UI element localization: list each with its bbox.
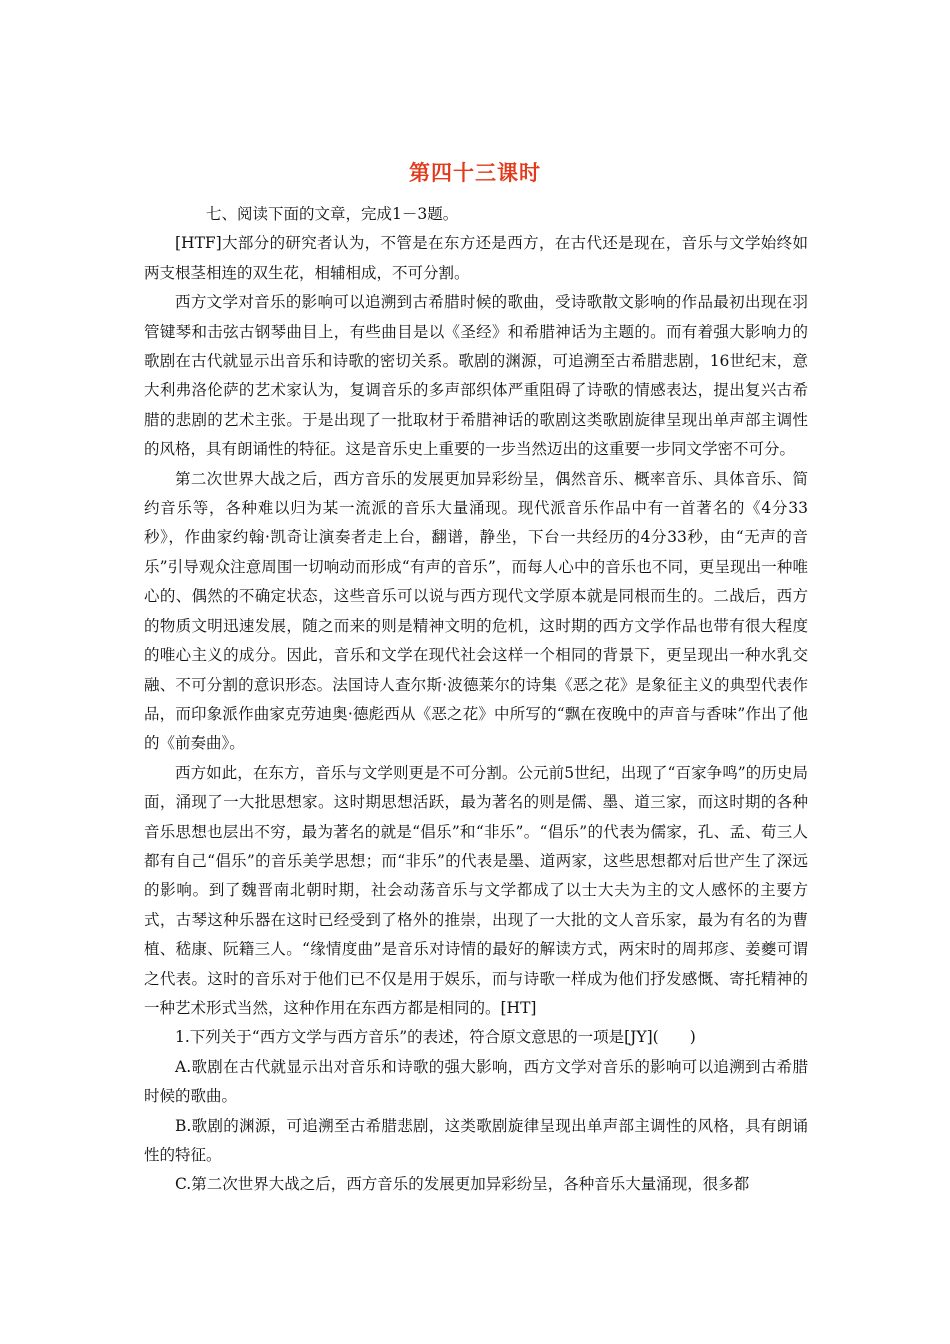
option-b: B.歌剧的渊源，可追溯至古希腊悲剧，这类歌剧旋律呈现出单声部主调性的风格，具有朗诵性的特征。	[144, 1116, 808, 1164]
paragraph-2: 西方文学对音乐的影响可以追溯到古希腊时候的歌曲，受诗歌散文影响的作品最初出现在羽管键琴和击弦古钢琴曲目上，有些曲目是以《圣经》和希腊神话为主题的。而有着强大影响力的歌剧在古代就显示出音乐和诗歌的密切关系。歌剧的渊源，可追溯至古希腊悲剧，16世纪末，意大利弗洛伦萨的艺术家认为，复调音乐的多声部织体严重阻碍了诗歌的情感表达，提出复兴古希腊的悲剧的艺术主张。于是出现了一批取材于希腊神话的歌剧这类歌剧旋律呈现出单声部主调性的风格，具有朗诵性的特征。这是音乐史上重要的一步当然迈出的这重要一步同文学密不可分。	[144, 293, 808, 459]
paragraph-3: 第二次世界大战之后，西方音乐的发展更加异彩纷呈，偶然音乐、概率音乐、具体音乐、简约音乐等，各种难以归为某一流派的音乐大量涌现。现代派音乐作品中有一首著名的《4分33秒》，作曲家约翰·凯奇让演奏者走上台，翻谱，静坐，下台一共经历的4分33秒，由“无声的音乐”引导观众注意周围一切响动而形成“有声的音乐”，而每人心中的音乐也不同，更呈现出一种唯心的、偶然的不确定状态，这些音乐可以说与西方现代文学原本就是同根而生的。二战后，西方的物质文明迅速发展，随之而来的则是精神文明的危机，这时期的西方文学作品也带有很大程度的唯心主义的成分。因此，音乐和文学在现代社会这样一个相同的背景下，更呈现出一种水乳交融、不可分割的意识形态。法国诗人查尔斯·波德莱尔的诗集《恶之花》是象征主义的典型代表作品，而印象派作曲家克劳迪奥·德彪西从《恶之花》中所写的“飘在夜晚中的声音与香味”作出了他的《前奏曲》。	[144, 469, 808, 753]
paragraph-1: [HTF]大部分的研究者认为，不管是在东方还是西方，在古代还是现在，音乐与文学始终如两支根茎相连的双生花，相辅相成，不可分割。	[144, 234, 808, 282]
instruction-line: 七、阅读下面的文章，完成1－3题。	[206, 205, 459, 223]
paragraph-4: 西方如此，在东方，音乐与文学则更是不可分割。公元前5世纪，出现了“百家争鸣”的历史局面，涌现了一大批思想家。这时期思想活跃，最为著名的则是儒、墨、道三家，而这时期的各种音乐思想也层出不穷，最为著名的就是“倡乐”和“非乐”。“倡乐”的代表为儒家，孔、孟、荀三人都有自己“倡乐”的音乐美学思想；而“非乐”的代表是墨、道两家，这些思想都对后世产生了深远的影响。到了魏晋南北朝时期，社会动荡音乐与文学都成了以士大夫为主的文人感怀的主要方式，古琴这种乐器在这时已经受到了格外的推崇，出现了一大批的文人音乐家，最为有名的为曹植、嵇康、阮籍三人。“缘情度曲”是音乐对诗情的最好的解读方式，两宋时的周邦彦、姜夔可谓之代表。这时的音乐对于他们已不仅是用于娱乐，而与诗歌一样成为他们抒发感慨、寄托精神的一种艺术形式当然，这种作用在东西方都是相同的。[HT]	[144, 763, 808, 1017]
article-body	[144, 200, 808, 1200]
option-a: A.歌剧在古代就显示出对音乐和诗歌的强大影响，西方文学对音乐的影响可以追溯到古希腊时候的歌曲。	[144, 1057, 808, 1106]
page-title: 第四十三课时	[409, 160, 541, 186]
option-c: C.第二次世界大战之后，西方音乐的发展更加异彩纷呈，各种音乐大量涌现，很多都	[175, 1175, 750, 1194]
question-1: 1.下列关于“西方文学与西方音乐”的表述，符合原文意思的一项是[JY]( )	[175, 1028, 696, 1047]
